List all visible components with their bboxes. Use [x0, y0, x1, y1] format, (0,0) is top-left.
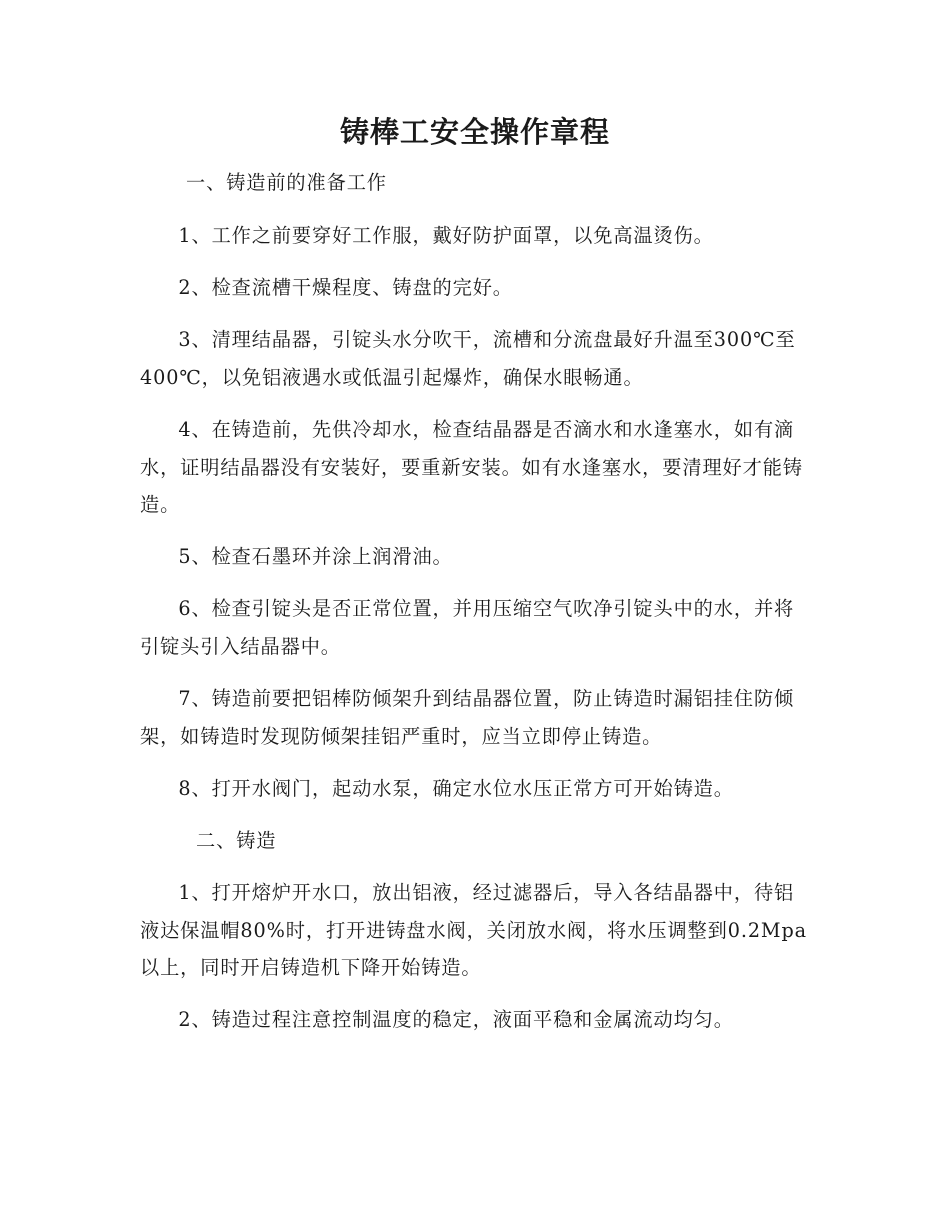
paragraph-prep-5: 5、检查石墨环并涂上润滑油。 — [178, 545, 453, 568]
section-heading-preparation: 一、铸造前的准备工作 — [186, 171, 387, 194]
section-heading-casting: 二、铸造 — [196, 829, 277, 852]
paragraph-prep-6: 6、检查引锭头是否正常位置，并用压缩空气吹净引锭头中的水，并将引锭头引入结晶器中。 — [140, 597, 795, 658]
paragraph-prep-2: 2、检查流槽干燥程度、铸盘的完好。 — [178, 276, 513, 299]
paragraph-prep-4: 4、在铸造前，先供冷却水，检查结晶器是否滴水和水逢塞水，如有滴水，证明结晶器没有安装好，要重新安装。如有水逢塞水，要清理好才能铸造。 — [140, 418, 803, 516]
paragraph-prep-7: 7、铸造前要把铝棒防倾架升到结晶器位置，防止铸造时漏铝挂住防倾架，如铸造时发现防倾架挂铝严重时，应当立即停止铸造。 — [140, 687, 795, 748]
document-title: 铸棒工安全操作章程 — [339, 115, 610, 149]
paragraph-cast-2: 2、铸造过程注意控制温度的稳定，液面平稳和金属流动均匀。 — [178, 1008, 734, 1031]
paragraph-cast-1: 1、打开熔炉开水口，放出铝液，经过滤器后，导入各结晶器中，待铝液达保温帽80%时，打开进铸盘水阀，关闭放水阀，将水压调整到0.2Mpa以上，同时开启铸造机下降开始铸造。 — [140, 881, 807, 979]
paragraph-prep-3: 3、清理结晶器，引锭头水分吹干，流槽和分流盘最好升温至300℃至400℃，以免铝液遇水或低温引起爆炸，确保水眼畅通。 — [140, 328, 796, 389]
paragraph-prep-8: 8、打开水阀门，起动水泵，确定水位水压正常方可开始铸造。 — [178, 777, 734, 800]
paragraph-prep-1: 1、工作之前要穿好工作服，戴好防护面罩，以免高温烫伤。 — [178, 224, 714, 247]
